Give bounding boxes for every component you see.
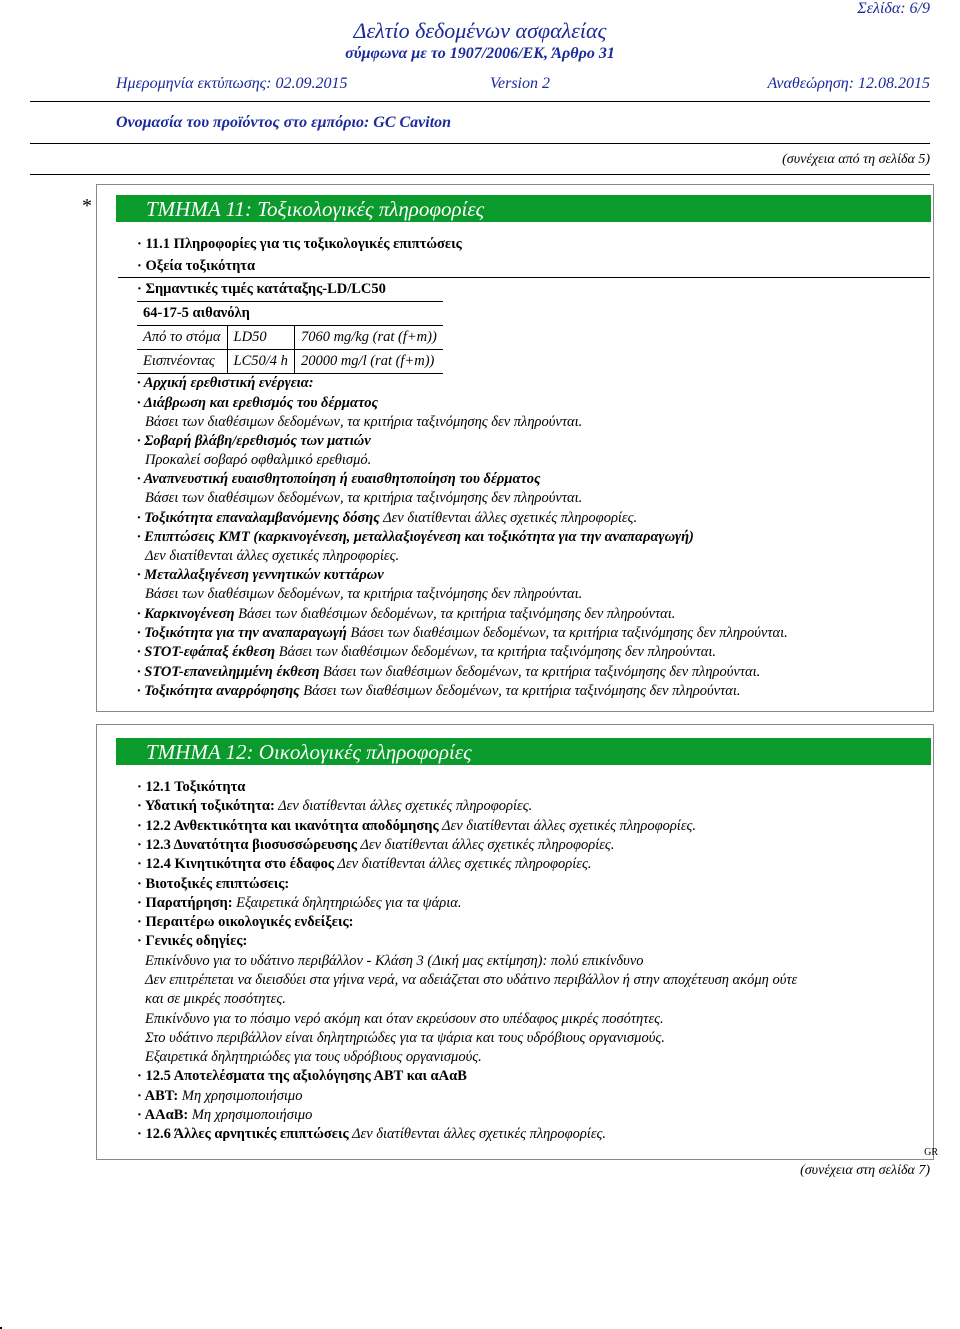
carcinogenicity-heading: · Καρκινογένεση [137, 606, 235, 622]
repeated-dose-text: Δεν διατίθενται άλλες σχετικές πληροφορίες. [379, 510, 638, 526]
section-11-header [116, 195, 931, 222]
carcinogenicity-text: Βάσει των διαθέσιμων δεδομένων, τα κριτήρια ταξινόμησης δεν πληρούνται. [234, 606, 676, 622]
s122-heading: · 12.2 Ανθεκτικότητα και ικανότητα αποδόμησης [137, 818, 439, 834]
aquatic-heading: · Υδατική τοξικότητα: [137, 798, 275, 814]
abt-text: Μη χρησιμοποιήσιμο [178, 1088, 303, 1104]
sensitisation-heading: · Αναπνευστική ευαισθητοποίηση ή ευαισθητοποίηση του δέρματος [137, 471, 541, 487]
s123-text: Δεν διατίθενται άλλες σχετικές πληροφορίες. [357, 837, 615, 853]
value-cell: 20000 mg/l (rat (f+m)) [294, 350, 442, 374]
skin-heading: · Διάβρωση και ερεθισμός του δέρματος [137, 395, 378, 411]
page-number: Σελίδα: 6/9 [857, 0, 930, 17]
section-12-header [116, 738, 931, 765]
note-line [137, 895, 461, 912]
stot-single-line [137, 644, 716, 661]
mutagenicity-heading: · Μεταλλαξιγένεση γεννητικών κυττάρων [137, 567, 384, 583]
continued-divider [30, 174, 930, 175]
s11-line-1: · 11.1 Πληροφορίες για τις τοξικολογικές επιπτώσεις [137, 236, 462, 252]
aaab-text: Μη χρησιμοποιήσιμο [188, 1107, 313, 1123]
general-text-1: Επικίνδυνο για το υδάτινο περιβάλλον - Κλάση 3 (Δική μας εκτίμηση): πολύ επικίνδυνο [145, 953, 644, 969]
general-text-3: και σε μικρές ποσότητες. [145, 991, 286, 1007]
print-date: Ημερομηνία εκτύπωσης: 02.09.2015 [116, 75, 348, 92]
s126-line [137, 1126, 606, 1143]
stot-repeated-line [137, 664, 760, 681]
abt-heading: · ΑΒΤ: [137, 1088, 179, 1104]
ld-lc50-table [137, 301, 443, 374]
aspiration-line [137, 683, 741, 700]
stot-repeated-text: Βάσει των διαθέσιμων δεδομένων, τα κριτήρια ταξινόμησης δεν πληρούνται. [319, 664, 761, 680]
aaab-line [137, 1107, 312, 1124]
reproductive-line [137, 625, 788, 642]
repeated-dose-heading: · Τοξικότητα επαναλαμβανόμενης δόσης [137, 510, 380, 526]
abt-line [137, 1088, 302, 1105]
type-cell: LC50/4 h [227, 350, 294, 374]
further-heading: · Περαιτέρω οικολογικές ενδείξεις: [137, 914, 354, 930]
general-text-2: Δεν επιτρέπεται να διεισδύει στα γήινα νερά, να αδειάζεται στο υδάτινο περιβάλλον ή στην αποχέτευση ακόμη ούτε [145, 972, 798, 988]
continued-from: (συνέχεια από τη σελίδα 5) [782, 152, 930, 167]
general-heading: · Γενικές οδηγίες: [137, 933, 248, 949]
aaab-heading: · ΑΑαΒ: [137, 1107, 189, 1123]
general-text-6: Εξαιρετικά δηλητηριώδες για τους υδρόβιους οργανισμούς. [145, 1049, 482, 1065]
skin-text: Βάσει των διαθέσιμων δεδομένων, τα κριτήρια ταξινόμησης δεν πληρούνται. [145, 414, 583, 430]
aspiration-text: Βάσει των διαθέσιμων δεδομένων, τα κριτήρια ταξινόμησης δεν πληρούνται. [299, 683, 741, 699]
version: Version 2 [490, 75, 550, 92]
aquatic-text: Δεν διατίθενται άλλες σχετικές πληροφορίες. [274, 798, 533, 814]
reproductive-text: Βάσει των διαθέσιμων δεδομένων, τα κριτήρια ταξινόμησης δεν πληρούνται. [346, 625, 788, 641]
s123-line [137, 837, 614, 854]
continued-to: (συνέχεια στη σελίδα 7) [800, 1163, 930, 1178]
s122-line [137, 818, 696, 835]
irritant-heading: · Αρχική ερεθιστική ενέργεια: [137, 375, 314, 391]
stot-single-heading: · STOT-εφάπαξ έκθεση [137, 644, 276, 660]
stot-single-text: Βάσει των διαθέσιμων δεδομένων, τα κριτήρια ταξινόμησης δεν πληρούνται. [275, 644, 717, 660]
s122-text: Δεν διατίθενται άλλες σχετικές πληροφορίες. [438, 818, 697, 834]
reproductive-heading: · Τοξικότητα για την αναπαραγωγή [137, 625, 347, 641]
s11-divider-1 [118, 277, 930, 278]
s123-heading: · 12.3 Δυνατότητα βιοσυσσώρευσης [137, 837, 357, 853]
note-heading: · Παρατήρηση: [137, 895, 233, 911]
aspiration-heading: · Τοξικότητα αναρρόφησης [137, 683, 300, 699]
value-cell: 7060 mg/kg (rat (f+m)) [294, 326, 442, 350]
aquatic-line [137, 798, 532, 815]
stot-repeated-heading: · STOT-επανειλημμένη έκθεση [137, 664, 320, 680]
s12-toxicity: · 12.1 Τοξικότητα [137, 779, 246, 795]
s124-text: Δεν διατίθενται άλλες σχετικές πληροφορίες. [334, 856, 592, 872]
table-row [137, 350, 443, 374]
route-cell: Από το στόμα [137, 326, 227, 350]
s11-line-3: · Σημαντικές τιμές κατάταξης-LD/LC50 [137, 281, 386, 297]
s124-line [137, 856, 591, 873]
sensitisation-text: Βάσει των διαθέσιμων δεδομένων, τα κριτήρια ταξινόμησης δεν πληρούνται. [145, 490, 583, 506]
table-row [137, 326, 443, 350]
header-divider [30, 101, 930, 102]
changed-marker: * [82, 195, 92, 217]
cmr-text: Δεν διατίθενται άλλες σχετικές πληροφορίες. [145, 548, 400, 564]
note-text: Εξαιρετικά δηλητηριώδες για τα ψάρια. [232, 895, 462, 911]
eye-heading: · Σοβαρή βλάβη/ερεθισμός των ματιών [137, 433, 371, 449]
revision-date: Αναθεώρηση: 12.08.2015 [767, 75, 930, 92]
s126-heading: · 12.6 Άλλες αρνητικές επιπτώσεις [137, 1126, 349, 1142]
section-12-title: ΤΜΗΜΑ 12: Οικολογικές πληροφορίες [146, 740, 472, 764]
type-cell: LD50 [227, 326, 294, 350]
document-title: Δελτίο δεδομένων ασφαλείας [353, 18, 607, 43]
s124-heading: · 12.4 Κινητικότητα στο έδαφος [137, 856, 335, 872]
cmr-heading: · Επιπτώσεις ΚΜΤ (καρκινογένεση, μεταλλαξιογένεση και τοξικότητα για την αναπαραγωγή) [137, 529, 694, 545]
product-name: Ονομασία του προϊόντος στο εμπόριο: GC Caviton [116, 114, 452, 131]
s126-text: Δεν διατίθενται άλλες σχετικές πληροφορίες. [348, 1126, 607, 1142]
s11-line-2: · Οξεία τοξικότητα [137, 258, 256, 274]
table-header: 64-17-5 αιθανόλη [137, 302, 443, 326]
bio-effects-heading: · Βιοτοξικές επιπτώσεις: [137, 876, 290, 892]
language-code: GR [924, 1147, 938, 1158]
general-text-5: Στο υδάτινο περιβάλλον είναι δηλητηριώδες για τα ψάρια και τους υδρόβιους οργανισμούς. [145, 1030, 665, 1046]
s125-heading: · 12.5 Αποτελέσματα της αξιολόγησης ΑΒΤ και αΑαΒ [137, 1068, 467, 1084]
eye-text: Προκαλεί σοβαρό οφθαλμικό ερεθισμό. [145, 452, 372, 468]
section-11-title: ΤΜΗΜΑ 11: Τοξικολογικές πληροφορίες [146, 197, 485, 221]
mutagenicity-text: Βάσει των διαθέσιμων δεδομένων, τα κριτήρια ταξινόμησης δεν πληρούνται. [145, 586, 583, 602]
document-subtitle: σύμφωνα με το 1907/2006/ΕΚ, Άρθρο 31 [345, 45, 615, 62]
route-cell: Εισπνέοντας [137, 350, 227, 374]
general-text-4: Επικίνδυνο για το πόσιμο νερό ακόμη και όταν εκρεύσουν στο υπέδαφος μικρές ποσότητες. [145, 1011, 664, 1027]
carcinogenicity-line [137, 606, 675, 623]
product-divider [30, 143, 930, 144]
repeated-dose-line [137, 510, 637, 527]
